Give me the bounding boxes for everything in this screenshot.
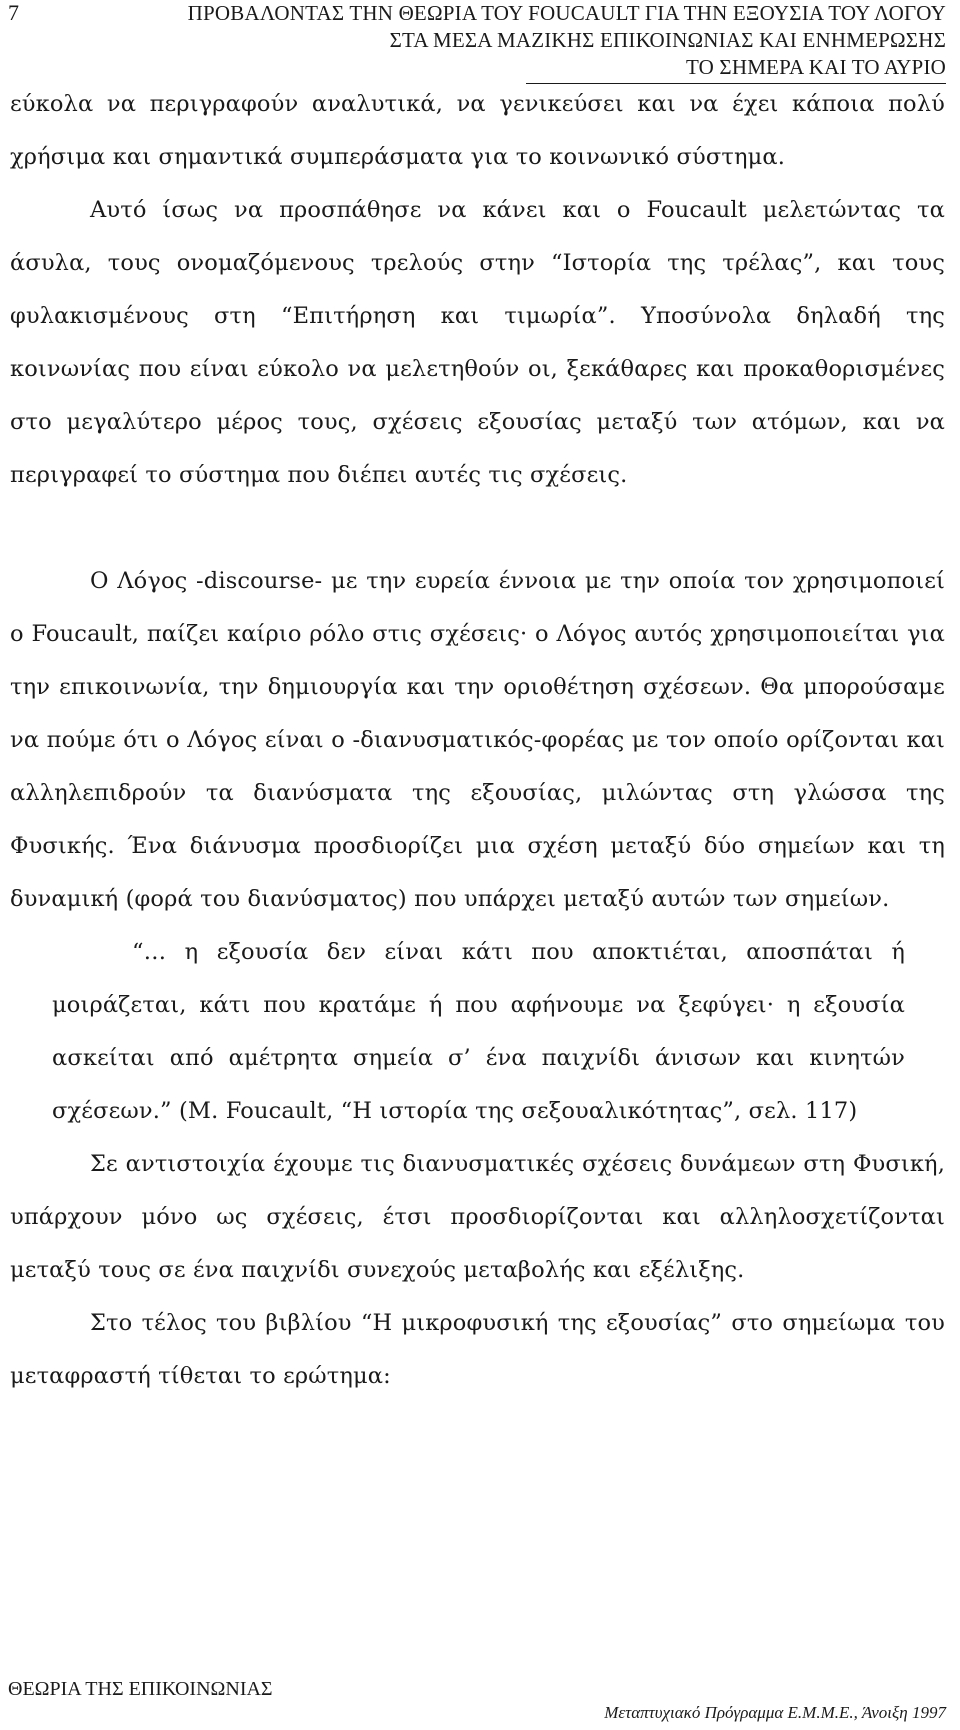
paragraph-translator-note: Στο τέλος του βιβλίου “Η μικροφυσική της εξουσίας” στο σημείωμα του μεταφραστή τίθεται το ερώτημα: — [10, 1310, 945, 1389]
header-line-3: ΤΟ ΣΗΜΕΡΑ ΚΑΙ ΤΟ ΑΥΡΙΟ — [526, 54, 946, 84]
footer-program: Μεταπτυχιακό Πρόγραμμα Ε.Μ.Μ.Ε., Άνοιξη 1997 — [604, 1703, 946, 1722]
paragraph-discourse: Ο Λόγος -discourse- με την ευρεία έννοια με την οποία τον χρησιμοποιεί ο Foucault, παίζει καίριο ρόλο στις σχέσεις· ο Λόγος αυτός χρησιμοποιείται για την επικοινωνία, την δημιουργία και την οριοθέτηση σχέσεων. Θα μπορούσαμε να πούμε ότι ο Λόγος είναι ο -διανυσματικός-φορέας με τον οποίο ορίζονται και αλληλεπιδρούν τα διανύσματα της εξουσίας, μιλώντας στη γλώσσα της Φυσικής. Ένα διάνυσμα προσδιορίζει μια σχέση μεταξύ δύο σημείων και τη δυναμική (φορά του διανύσματος) που υπάρχει μεταξύ αυτών των σημείων. — [10, 568, 945, 912]
footer-course-title: ΘΕΩΡΙΑ ΤΗΣ ΕΠΙΚΟΙΝΩΝΙΑΣ — [8, 1678, 273, 1700]
body-text — [10, 78, 945, 1403]
paragraph-physics-analogy: Σε αντιστοιχία έχουμε τις διανυσματικές σχέσεις δυνάμεων στη Φυσική, υπάρχουν μόνο ως σχέσεις, έτσι προσδιορίζονται και αλληλοσχετίζονται μεταξύ τους σε ένα παιχνίδι συνεχούς μεταβολής και εξέλιξης. — [10, 1151, 945, 1283]
header-line-2: ΣΤΑ ΜΕΣΑ ΜΑΖΙΚΗΣ ΕΠΙΚΟΙΝΩΝΙΑΣ ΚΑΙ ΕΝΗΜΕΡΩΣΗΣ — [389, 28, 946, 52]
block-quote: “… η εξουσία δεν είναι κάτι που αποκτιέται, αποσπάται ή μοιράζεται, κάτι που κρατάμε ή που αφήνουμε να ξεφύγει· η εξουσία ασκείται από αμέτρητα σημεία σ’ ένα παιχνίδι άνισων και κινητών σχέσεων.” (Μ. Foucault, “Η ιστορία της σεξουαλικότητας”, σελ. 117) — [52, 939, 905, 1124]
running-header — [106, 0, 946, 84]
paragraph-foucault-asylums: Αυτό ίσως να προσπάθησε να κάνει και ο Foucault μελετώντας τα άσυλα, τους ονομαζόμενους τρελούς στην “Ιστορία της τρέλας”, και τους φυλακισμένους στη “Επιτήρηση και τιμωρία”. Υποσύνολα δηλαδή της κοινωνίας που είναι εύκολο να μελετηθούν οι, ξεκάθαρες και προκαθορισμένες στο μεγαλύτερο μέρος τους, σχέσεις εξουσίας μεταξύ των ατόμων, και να περιγραφεί το σύστημα που διέπει αυτές τις σχέσεις. — [10, 197, 945, 488]
paragraph-continued: εύκολα να περιγραφούν αναλυτικά, να γενικεύσει και να έχει κάποια πολύ χρήσιμα και σημαντικά συμπεράσματα για το κοινωνικό σύστημα. — [10, 91, 945, 170]
header-line-1: ΠΡΟΒΑΛΟΝΤΑΣ ΤΗΝ ΘΕΩΡΙΑ ΤΟΥ FOUCAULT ΓΙΑ ΤΗΝ ΕΞΟΥΣΙΑ ΤΟΥ ΛΟΓΟΥ — [187, 1, 946, 25]
page-number: 7 — [8, 0, 19, 25]
